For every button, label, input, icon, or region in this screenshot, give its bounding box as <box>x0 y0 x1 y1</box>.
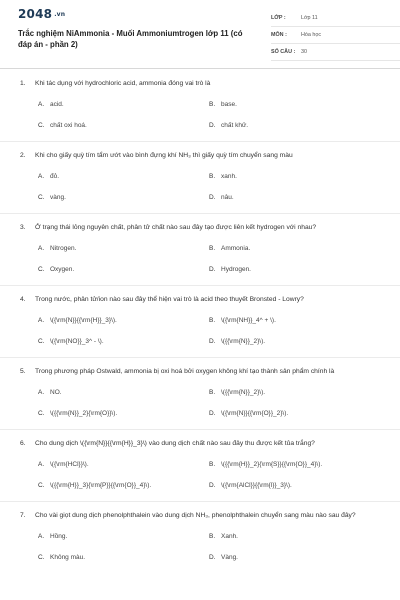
answer-option[interactable] <box>209 265 380 274</box>
option-letter: B. <box>209 389 216 396</box>
answer-options <box>38 172 382 202</box>
option-letter: A. <box>38 173 45 180</box>
option-text: \({\rm{NH}}_4^ + \). <box>221 317 276 324</box>
question-text: Khi tác dụng với hydrochloric acid, ammonia đóng vai trò là <box>35 80 211 87</box>
question-item <box>18 223 382 286</box>
option-text: Oxygen. <box>50 266 75 273</box>
meta-value: Hóa học <box>301 32 322 38</box>
answer-option[interactable] <box>209 316 380 325</box>
answer-option[interactable] <box>38 337 209 346</box>
meta-label: LỚP : <box>271 15 286 21</box>
option-text: base. <box>221 101 237 108</box>
question-text: Cho dung dịch \({\rm{N}}{{\rm{H}}_3}\) vào dung dịch chất nào sau đây thu được kết tủa trắng? <box>35 440 315 447</box>
answer-options <box>38 460 382 490</box>
question-header <box>18 79 382 89</box>
option-text: chất khử. <box>221 122 249 129</box>
document-title: Trắc nghiệm NiAmmonia - Muối Ammoniumtrogen lớp 11 (có đáp án - phần 2) <box>18 29 243 49</box>
question-divider <box>0 141 400 142</box>
answer-option[interactable] <box>209 121 380 130</box>
option-letter: C. <box>38 482 45 489</box>
question-text: Cho vài giọt dung dịch phenolphthalein vào dung dịch NH₃, phenolphthalein chuyển sang màu nào sau đây? <box>35 512 356 519</box>
answer-option[interactable] <box>38 316 209 325</box>
logo-suffix: .vn <box>54 11 66 18</box>
answer-option[interactable] <box>209 532 380 541</box>
meta-row-class <box>271 10 400 27</box>
option-text: Ammonia. <box>221 245 251 252</box>
meta-row-count <box>271 44 400 61</box>
question-item <box>18 511 382 562</box>
question-header <box>18 295 382 305</box>
option-text: NO. <box>50 389 62 396</box>
question-item <box>18 151 382 214</box>
answer-option[interactable] <box>209 100 380 109</box>
question-header <box>18 367 382 377</box>
option-text: Xanh. <box>221 533 238 540</box>
question-divider <box>0 429 400 430</box>
answer-option[interactable] <box>209 481 380 490</box>
logo-text: 2048 <box>18 7 53 21</box>
question-header <box>18 511 382 521</box>
question-header <box>18 439 382 449</box>
question-divider <box>0 213 400 214</box>
question-number: 7. <box>20 512 26 519</box>
option-text: \({\rm{N}}{{\rm{O}}_2}\). <box>221 410 289 417</box>
answer-option[interactable] <box>38 193 209 202</box>
question-number: 5. <box>20 368 26 375</box>
meta-label: SỐ CÂU : <box>271 49 296 55</box>
option-letter: B. <box>209 173 216 180</box>
option-letter: C. <box>38 266 45 273</box>
option-letter: C. <box>38 194 45 201</box>
meta-info <box>271 10 400 61</box>
option-letter: A. <box>38 317 45 324</box>
question-text: Trong nước, phân tử/ion nào sau đây thể hiện vai trò là acid theo thuyết Bronsted - Lowry? <box>35 296 304 303</box>
option-text: \({\rm{AlCl}}{{\rm{l}}_3}\). <box>221 482 292 489</box>
option-text: \({{\rm{H}}_2}{\rm{S}}{{\rm{O}}_4}\). <box>221 461 323 468</box>
question-divider <box>0 285 400 286</box>
answer-option[interactable] <box>38 388 209 397</box>
option-text: nâu. <box>221 194 234 201</box>
option-text: xanh. <box>221 173 237 180</box>
option-text: acid. <box>50 101 64 108</box>
option-text: đỏ. <box>50 173 60 180</box>
answer-option[interactable] <box>38 532 209 541</box>
answer-option[interactable] <box>38 244 209 253</box>
option-letter: D. <box>209 338 216 345</box>
question-number: 3. <box>20 224 26 231</box>
option-letter: C. <box>38 410 45 417</box>
option-letter: C. <box>38 338 45 345</box>
option-letter: C. <box>38 554 45 561</box>
question-number: 2. <box>20 152 26 159</box>
question-item <box>18 367 382 430</box>
option-text: Hồng. <box>50 533 68 540</box>
answer-option[interactable] <box>209 388 380 397</box>
answer-option[interactable] <box>38 100 209 109</box>
option-letter: D. <box>209 194 216 201</box>
answer-option[interactable] <box>209 337 380 346</box>
option-letter: D. <box>209 266 216 273</box>
answer-option[interactable] <box>209 460 380 469</box>
answer-options <box>38 532 382 562</box>
option-letter: B. <box>209 317 216 324</box>
option-text: \({\rm{N}}{{\rm{H}}_3}\). <box>50 317 117 324</box>
option-letter: D. <box>209 554 216 561</box>
option-text: Vàng. <box>221 554 238 561</box>
answer-option[interactable] <box>209 553 380 562</box>
answer-options <box>38 316 382 346</box>
answer-option[interactable] <box>38 553 209 562</box>
question-divider <box>0 501 400 502</box>
option-letter: B. <box>209 533 216 540</box>
answer-option[interactable] <box>38 172 209 181</box>
answer-options <box>38 388 382 418</box>
question-divider <box>0 357 400 358</box>
answer-options <box>38 244 382 274</box>
question-text: Ở trạng thái lỏng nguyên chất, phân tử chất nào sau đây tạo được liên kết hydrogen với nhau? <box>35 224 317 231</box>
option-letter: D. <box>209 482 216 489</box>
question-item <box>18 79 382 142</box>
answer-option[interactable] <box>38 460 209 469</box>
answer-option[interactable] <box>38 265 209 274</box>
option-letter: A. <box>38 461 45 468</box>
option-text: \({{\rm{N}}_2}\). <box>221 338 266 345</box>
answer-option[interactable] <box>38 121 209 130</box>
answer-option[interactable] <box>209 244 380 253</box>
option-text: Hydrogen. <box>221 266 251 273</box>
question-item <box>18 439 382 502</box>
question-item <box>18 295 382 358</box>
option-text: vàng. <box>50 194 66 201</box>
option-letter: A. <box>38 101 45 108</box>
option-text: Nitrogen. <box>50 245 77 252</box>
option-text: \({{\rm{N}}_2}\). <box>221 389 266 396</box>
option-text: \({{\rm{H}}_3}{\rm{P}}{{\rm{O}}_4}\). <box>50 482 152 489</box>
question-list <box>18 69 382 562</box>
answer-option[interactable] <box>38 481 209 490</box>
option-letter: A. <box>38 533 45 540</box>
answer-option[interactable] <box>209 172 380 181</box>
question-header <box>18 223 382 233</box>
option-letter: A. <box>38 245 45 252</box>
question-number: 1. <box>20 80 26 87</box>
answer-options <box>38 100 382 130</box>
meta-row-subject <box>271 27 400 44</box>
question-number: 4. <box>20 296 26 303</box>
answer-option[interactable] <box>38 409 209 418</box>
option-text: chất oxi hoá. <box>50 122 87 129</box>
option-letter: B. <box>209 461 216 468</box>
question-header <box>18 151 382 161</box>
question-text: Khi cho giấy quỳ tím tẩm ướt vào bình đựng khí NH₃ thì giấy quỳ tím chuyển sang màu <box>35 152 293 159</box>
option-letter: C. <box>38 122 45 129</box>
option-letter: B. <box>209 245 216 252</box>
option-letter: D. <box>209 122 216 129</box>
option-text: \({{\rm{N}}_2}{\rm{O}}\). <box>50 410 118 417</box>
option-text: \({\rm{HCl}}\). <box>50 461 89 468</box>
option-text: \({\rm{NO}}_3^ - \). <box>50 338 104 345</box>
question-text: Trong phương pháp Ostwald, ammonia bị oxi hoá bởi oxygen không khí tạo thành sản phẩm chính là <box>35 368 335 375</box>
option-letter: B. <box>209 101 216 108</box>
answer-option[interactable] <box>209 193 380 202</box>
option-letter: A. <box>38 389 45 396</box>
meta-label: MÔN : <box>271 32 287 38</box>
meta-value: 30 <box>301 49 307 55</box>
page-header <box>18 0 382 68</box>
option-letter: D. <box>209 410 216 417</box>
meta-value: Lớp 11 <box>301 15 318 21</box>
answer-option[interactable] <box>209 409 380 418</box>
option-text: Không màu. <box>50 554 86 561</box>
question-number: 6. <box>20 440 26 447</box>
